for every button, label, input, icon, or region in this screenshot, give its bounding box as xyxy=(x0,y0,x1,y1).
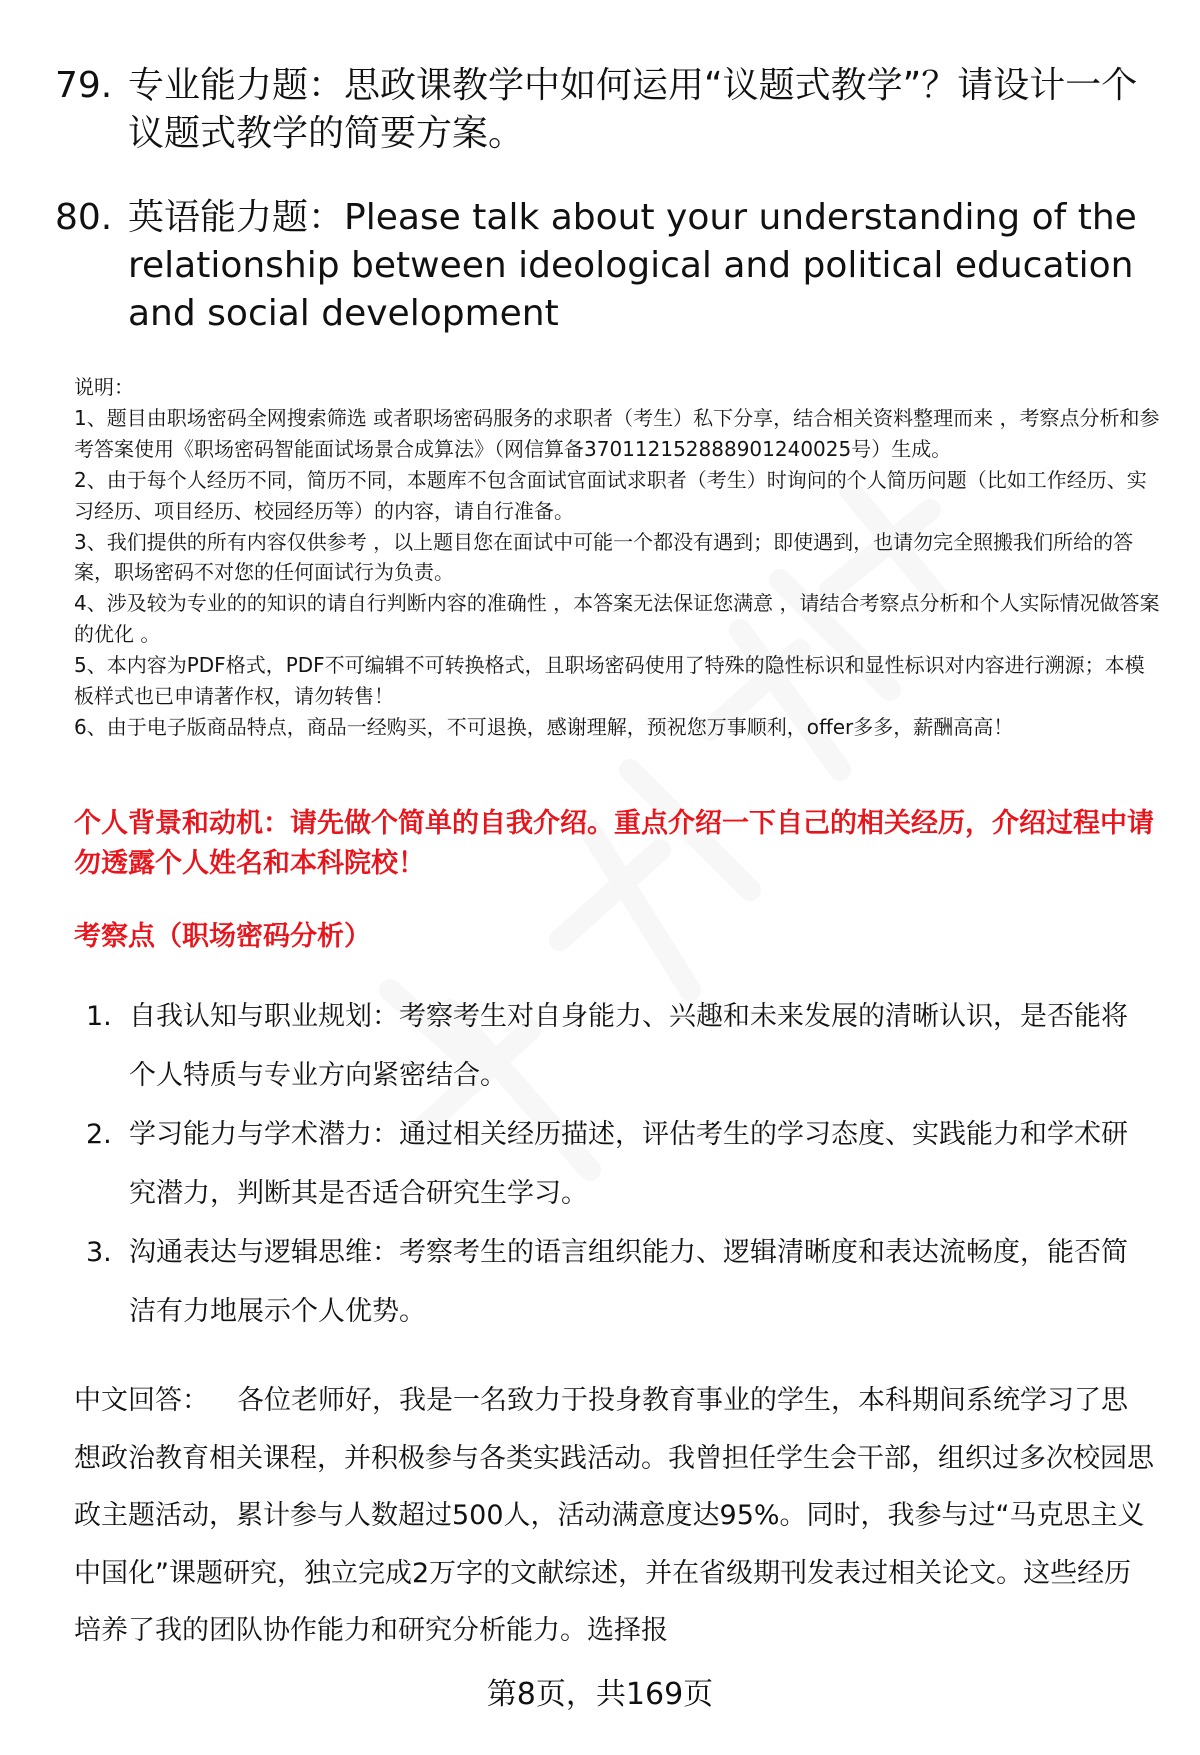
focus-point-text: 自我认知与职业规划：考察考生对自身能力、兴趣和未来发展的清晰认识，是否能将个人特质与专业方向紧密结合。 xyxy=(129,1001,1128,1091)
focus-heading: 考察点（职场密码分析） xyxy=(74,921,371,952)
note-item: 1、题目由职场密码全网搜索筛选 或者职场密码服务的求职者（考生）私下分享，结合相关资料整理而来 ，考察点分析和参考答案使用《职场密码智能面试场景合成算法》（网信算备370112152888901240025号）生成。 xyxy=(74,405,1160,461)
answer-label: 中文回答： xyxy=(74,1385,209,1416)
focus-point xyxy=(74,1223,1154,1341)
note-item: 4、涉及较为专业的的知识的请自行判断内容的准确性 ，本答案无法保证您满意 ，请结合考察点分析和个人实际情况做答案的优化 。 xyxy=(74,591,1160,647)
question-80 xyxy=(55,194,1165,338)
question-number: 79. xyxy=(55,65,113,106)
focus-point-number: 2. xyxy=(86,1119,112,1150)
notes-title: 说明： xyxy=(74,375,134,399)
focus-point xyxy=(74,1105,1154,1223)
note-item: 2、由于每个人经历不同，简历不同，本题库不包含面试官面试求职者（考生）时询问的个人简历问题（比如工作经历、实习经历、项目经历、校园经历等）的内容，请自行准备。 xyxy=(74,467,1147,523)
page-footer: 第8页，共169页 xyxy=(486,1677,714,1712)
focus-point-text: 学习能力与学术潜力：通过相关经历描述，评估考生的学习态度、实践能力和学术研究潜力，判断其是否适合研究生学习。 xyxy=(129,1119,1128,1209)
question-79 xyxy=(55,62,1165,158)
question-text: 英语能力题：Please talk about your understanding of the relationship between ideological and political education and social development xyxy=(128,197,1137,334)
focus-point-number: 3. xyxy=(86,1237,112,1268)
focus-point xyxy=(74,987,1154,1105)
note-item: 6、由于电子版商品特点，商品一经购买，不可退换，感谢理解，预祝您万事顺利，offer多多，薪酬高高！ xyxy=(74,714,1014,739)
answer-paragraph xyxy=(74,1372,1154,1660)
question-number: 80. xyxy=(55,197,113,238)
notes-section xyxy=(74,372,1164,743)
background-heading: 个人背景和动机：请先做个简单的自我介绍。重点介绍一下自己的相关经历，介绍过程中请勿透露个人姓名和本科院校！ xyxy=(74,808,1154,879)
focus-point-number: 1. xyxy=(86,1001,112,1032)
answer-text: 各位老师好，我是一名致力于投身教育事业的学生，本科期间系统学习了思想政治教育相关课程，并积极参与各类实践活动。我曾担任学生会干部，组织过多次校园思政主题活动，累计参与人数超过500人，活动满意度达95%。同时，我参与过“马克思主义中国化”课题研究，独立完成2万字的文献综述，并在省级期刊发表过相关论文。这些经历培养了我的团队协作能力和研究分析能力。选择报 xyxy=(74,1385,1154,1646)
focus-points-list xyxy=(74,987,1154,1341)
note-item: 5、本内容为PDF格式，PDF不可编辑不可转换格式，且职场密码使用了特殊的隐性标识和显性标识对内容进行溯源；本模板样式也已申请著作权，请勿转售！ xyxy=(74,653,1145,709)
note-item: 3、我们提供的所有内容仅供参考 ，以上题目您在面试中可能一个都没有遇到；即使遇到，也请勿完全照搬我们所给的答案，职场密码不对您的任何面试行为负责。 xyxy=(74,529,1134,585)
question-text: 专业能力题：思政课教学中如何运用“议题式教学”？请设计一个议题式教学的简要方案。 xyxy=(128,65,1138,154)
focus-point-text: 沟通表达与逻辑思维：考察考生的语言组织能力、逻辑清晰度和表达流畅度，能否简洁有力地展示个人优势。 xyxy=(129,1237,1128,1327)
